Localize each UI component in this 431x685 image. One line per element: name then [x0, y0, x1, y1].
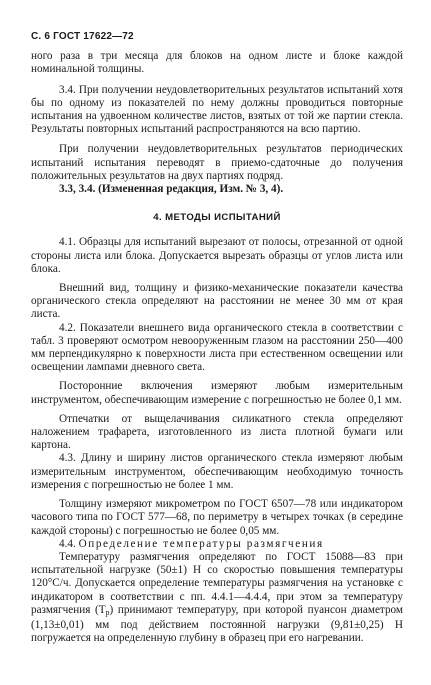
- paragraph-text: Температуру размягчения определяют по ГОСТ 15088—83 при испытательной нагрузке (50±1) Н со скоростью повышения температуры 120°С/ч. Допускается определение температуры размягчения на установке с индикатором в соответствии с пп. 4.4.1—4.4.4, при этом за температуру размягчения (T: [31, 550, 403, 616]
- paragraph: ного раза в три месяца для блоков на одном листе и блоке каждой номинальной толщины.: [31, 50, 403, 76]
- paragraph: 4.3. Длину и ширину листов органического стекла измеряют любым измерительным инструментом, обеспечивающим необходимую точность измерения с погрешностью не более 1 мм.: [31, 452, 403, 491]
- paragraph: Посторонние включения измеряют любым измерительным инструментом, обеспечивающим измерение с погрешностью не более 0,1 мм.: [31, 380, 403, 406]
- paragraph: [31, 551, 403, 645]
- section-title: 4. МЕТОДЫ ИСПЫТАНИЙ: [153, 212, 281, 224]
- paragraph: При получении неудовлетворительных результатов периодических испытаний испытания переводят в приемо-сдаточные до получения положительных результатов на двух партиях подряд.: [31, 143, 403, 182]
- paragraph: Внешний вид, толщину и физико-механические показатели качества органического стекла определяют на расстоянии не менее 30 мм от края листа.: [31, 282, 403, 321]
- amendment-note: 3.3, 3.4. (Измененная редакция, Изм. № 3, 4).: [59, 183, 284, 196]
- subsection-title: Определение температуры размягчения: [78, 537, 324, 550]
- paragraph: 3.4. При получении неудовлетворительных результатов испытаний хотя бы по одному из показателей по нему должны проводиться повторные испытания на удвоенном количестве листов, взятых от той же партии стекла. Результаты повторных испытаний распространяются на всю партию.: [31, 83, 403, 136]
- paragraph: Отпечатки от выщелачивания силикатного стекла определяют наложением трафарета, изготовленного из листа плотной бумаги или картона.: [31, 412, 403, 452]
- paragraph: 4.1. Образцы для испытаний вырезают от полосы, отрезанной от одной стороны листа или блока. Допускается вырезать образцы от углов листа или блока.: [31, 236, 403, 275]
- paragraph: 4.2. Показатели внешнего вида органического стекла в соответствии с табл. 3 проверяют осмотром невооруженным глазом на расстоянии 250—400 мм перпендикулярно к поверхности листа при естественном освещении или освещении лампами дневного света.: [31, 321, 403, 374]
- paragraph-text: ) принимают температуру, при которой пуансон диаметром (1,13±0,01) мм под действием постоянной нагрузки (9,81±0,25) Н погружается на определенную глубину в образец при его нагревании.: [31, 603, 403, 645]
- page-header: С. 6 ГОСТ 17622—72: [31, 31, 134, 42]
- subsection-heading: [31, 538, 403, 551]
- paragraph: Толщину измеряют микрометром по ГОСТ 6507—78 или индикатором часового типа по ГОСТ 577—68, по периметру в четырех точках (в середине каждой стороны) с погрешностью не более 0,05 мм.: [31, 498, 403, 537]
- subsection-number: 4.4.: [59, 537, 76, 550]
- subscript: р: [105, 607, 110, 617]
